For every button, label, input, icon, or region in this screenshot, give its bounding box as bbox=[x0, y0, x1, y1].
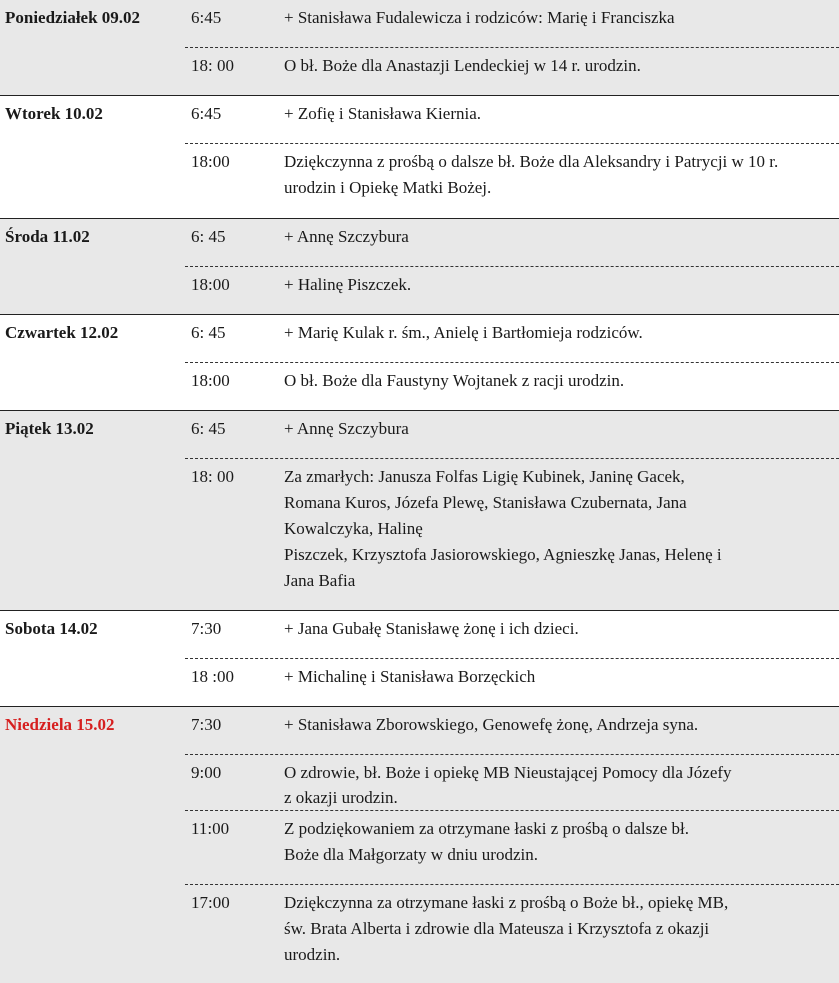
mass-intention: Z podziękowaniem za otrzymane łaski z prośbą o dalsze bł. Boże dla Małgorzaty w dniu urodzin. bbox=[284, 819, 690, 864]
mass-row bbox=[185, 754, 839, 810]
mass-time: 18:00 bbox=[191, 275, 230, 294]
mass-row bbox=[185, 884, 839, 983]
mass-intention: Dziękczynna z prośbą o dalsze bł. Boże dla Aleksandry i Patrycji w 10 r. urodzin i Opiekę Matki Bożej. bbox=[284, 152, 779, 197]
mass-row bbox=[185, 266, 839, 314]
mass-time: 6: 45 bbox=[191, 419, 226, 438]
mass-time: 9:00 bbox=[191, 763, 222, 782]
mass-intention: + Jana Gubałę Stanisławę żonę i ich dzieci. bbox=[284, 619, 579, 638]
mass-time: 6:45 bbox=[191, 104, 222, 123]
mass-row bbox=[185, 143, 839, 218]
mass-time: 6: 45 bbox=[191, 227, 226, 246]
day-label: Poniedziałek 09.02 bbox=[5, 8, 141, 27]
mass-intention: O bł. Boże dla Anastazji Lendeckiej w 14 r. urodzin. bbox=[284, 56, 641, 75]
mass-intention: + Annę Szczybura bbox=[284, 227, 409, 246]
mass-time: 18:00 bbox=[191, 371, 230, 390]
day-row-thursday bbox=[0, 315, 839, 411]
mass-row bbox=[185, 47, 839, 95]
mass-time: 11:00 bbox=[191, 819, 230, 838]
mass-intention: + Halinę Piszczek. bbox=[284, 275, 412, 294]
mass-intention: + Stanisława Zborowskiego, Genowefę żonę, Andrzeja syna. bbox=[284, 715, 699, 734]
mass-row bbox=[185, 315, 839, 362]
day-label: Piątek 13.02 bbox=[5, 419, 94, 438]
mass-time: 6:45 bbox=[191, 8, 222, 27]
mass-row bbox=[185, 96, 839, 143]
mass-time: 18:00 bbox=[191, 152, 230, 171]
mass-row bbox=[185, 411, 839, 458]
mass-row bbox=[185, 219, 839, 266]
mass-row bbox=[185, 658, 839, 706]
day-row-monday bbox=[0, 0, 839, 96]
mass-row bbox=[185, 611, 839, 658]
mass-intention: + Stanisława Fudalewicza i rodziców: Marię i Franciszka bbox=[284, 8, 675, 27]
mass-time: 18: 00 bbox=[191, 467, 234, 486]
mass-time: 17:00 bbox=[191, 893, 230, 912]
mass-row bbox=[185, 707, 839, 754]
mass-time: 18 :00 bbox=[191, 667, 234, 686]
day-label-sunday: Niedziela 15.02 bbox=[5, 715, 115, 734]
mass-time: 7:30 bbox=[191, 619, 222, 638]
mass-intention: + Marię Kulak r. śm., Anielę i Bartłomieja rodziców. bbox=[284, 323, 643, 342]
mass-time: 6: 45 bbox=[191, 323, 226, 342]
day-label: Środa 11.02 bbox=[5, 227, 90, 246]
mass-intention: + Zofię i Stanisława Kiernia. bbox=[284, 104, 482, 123]
day-row-wednesday bbox=[0, 219, 839, 315]
day-row-tuesday bbox=[0, 96, 839, 219]
mass-row bbox=[185, 362, 839, 410]
day-row-sunday bbox=[0, 707, 839, 983]
mass-intention: + Annę Szczybura bbox=[284, 419, 409, 438]
mass-time: 18: 00 bbox=[191, 56, 234, 75]
day-row-friday bbox=[0, 411, 839, 611]
day-label: Czwartek 12.02 bbox=[5, 323, 119, 342]
mass-intention: O zdrowie, bł. Boże i opiekę MB Nieustającej Pomocy dla Józefy z okazji urodzin. bbox=[284, 763, 732, 807]
mass-row bbox=[185, 458, 839, 610]
mass-intention: Za zmarłych: Janusza Folfas Ligię Kubinek, Janinę Gacek, Romana Kuros, Józefa Plewę, Stanisława Czubernata, Jana Kowalczyka, Halinę Piszczek, Krzysztofa Jasiorowskiego, Agnieszkę Janas, Helenę i Jana Bafia bbox=[284, 467, 722, 590]
mass-intention: + Michalinę i Stanisława Borzęckich bbox=[284, 667, 536, 686]
mass-row bbox=[185, 0, 839, 47]
day-label: Wtorek 10.02 bbox=[5, 104, 103, 123]
mass-row bbox=[185, 810, 839, 884]
mass-time: 7:30 bbox=[191, 715, 222, 734]
day-label: Sobota 14.02 bbox=[5, 619, 98, 638]
mass-intention: O bł. Boże dla Faustyny Wojtanek z racji urodzin. bbox=[284, 371, 625, 390]
day-row-saturday bbox=[0, 611, 839, 707]
mass-intention: Dziękczynna za otrzymane łaski z prośbą o Boże bł., opiekę MB, św. Brata Alberta i zdrowie dla Mateusza i Krzysztofa z okazji urodzin. bbox=[284, 893, 729, 964]
